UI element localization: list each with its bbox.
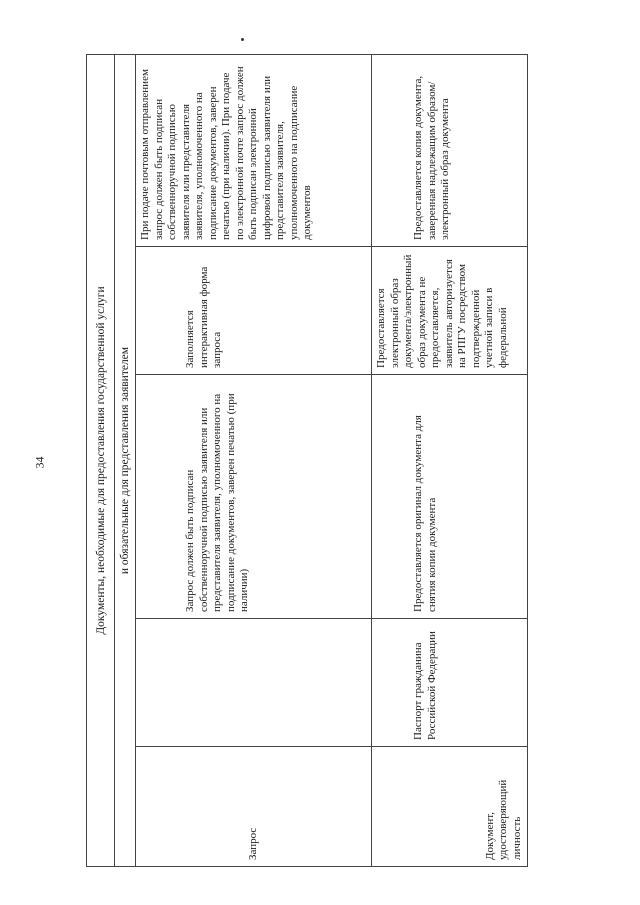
- cell-row2-col2: Паспорт гражданина Российской Федерации: [372, 619, 528, 747]
- cell-row1-col4: Заполняется интерактивная форма запроса: [136, 247, 372, 375]
- cell-row1-col3: Запрос должен быть подписан собственноручной подписью заявителя или представителя заявителя, уполномоченного на подписание документов, заверен печатью (при наличии): [136, 375, 372, 619]
- table-row: [372, 55, 528, 867]
- cell-row2-col5: Предоставляется копия документа, заверенная надлежащим образом/электронный образ документа: [372, 55, 528, 247]
- cell-row2-col3: Предоставляется оригинал документа для снятия копии документа: [372, 375, 528, 619]
- table-header-title: Документы, необходимые для предоставления государственной услуги: [87, 55, 115, 867]
- stray-mark: [241, 38, 244, 41]
- page-number: 34: [32, 456, 47, 469]
- table-row: [136, 55, 372, 867]
- cell-row2-col1: Документ, удостоверяющий личность: [372, 747, 528, 867]
- requirements-table: [86, 55, 523, 867]
- table-header-subtitle: и обязательные для представления заявителем: [115, 55, 136, 867]
- cell-row1-col2: [136, 619, 372, 747]
- table-header-row: [87, 55, 115, 867]
- cell-row1-col5: При подаче почтовым отправлением запрос должен быть подписан собственноручной подписью заявителя или представителя заявителя, уполномоченного на подписание документов, заверен печатью (при наличии). При подаче по электронной почте запрос должен быть подписан электронной цифровой подписью заявителя или представителя заявителя, уполномоченного на подписание документов: [136, 55, 372, 247]
- cell-row1-col1: Запрос: [136, 747, 372, 867]
- cell-row2-col4: Предоставляется электронный образ документа/электронный образ документа не предоставляется, заявитель авторизуется на РПГУ посредством подтвержденной учетной записи в федеральной: [372, 247, 528, 375]
- table-subheader-row: [115, 55, 136, 867]
